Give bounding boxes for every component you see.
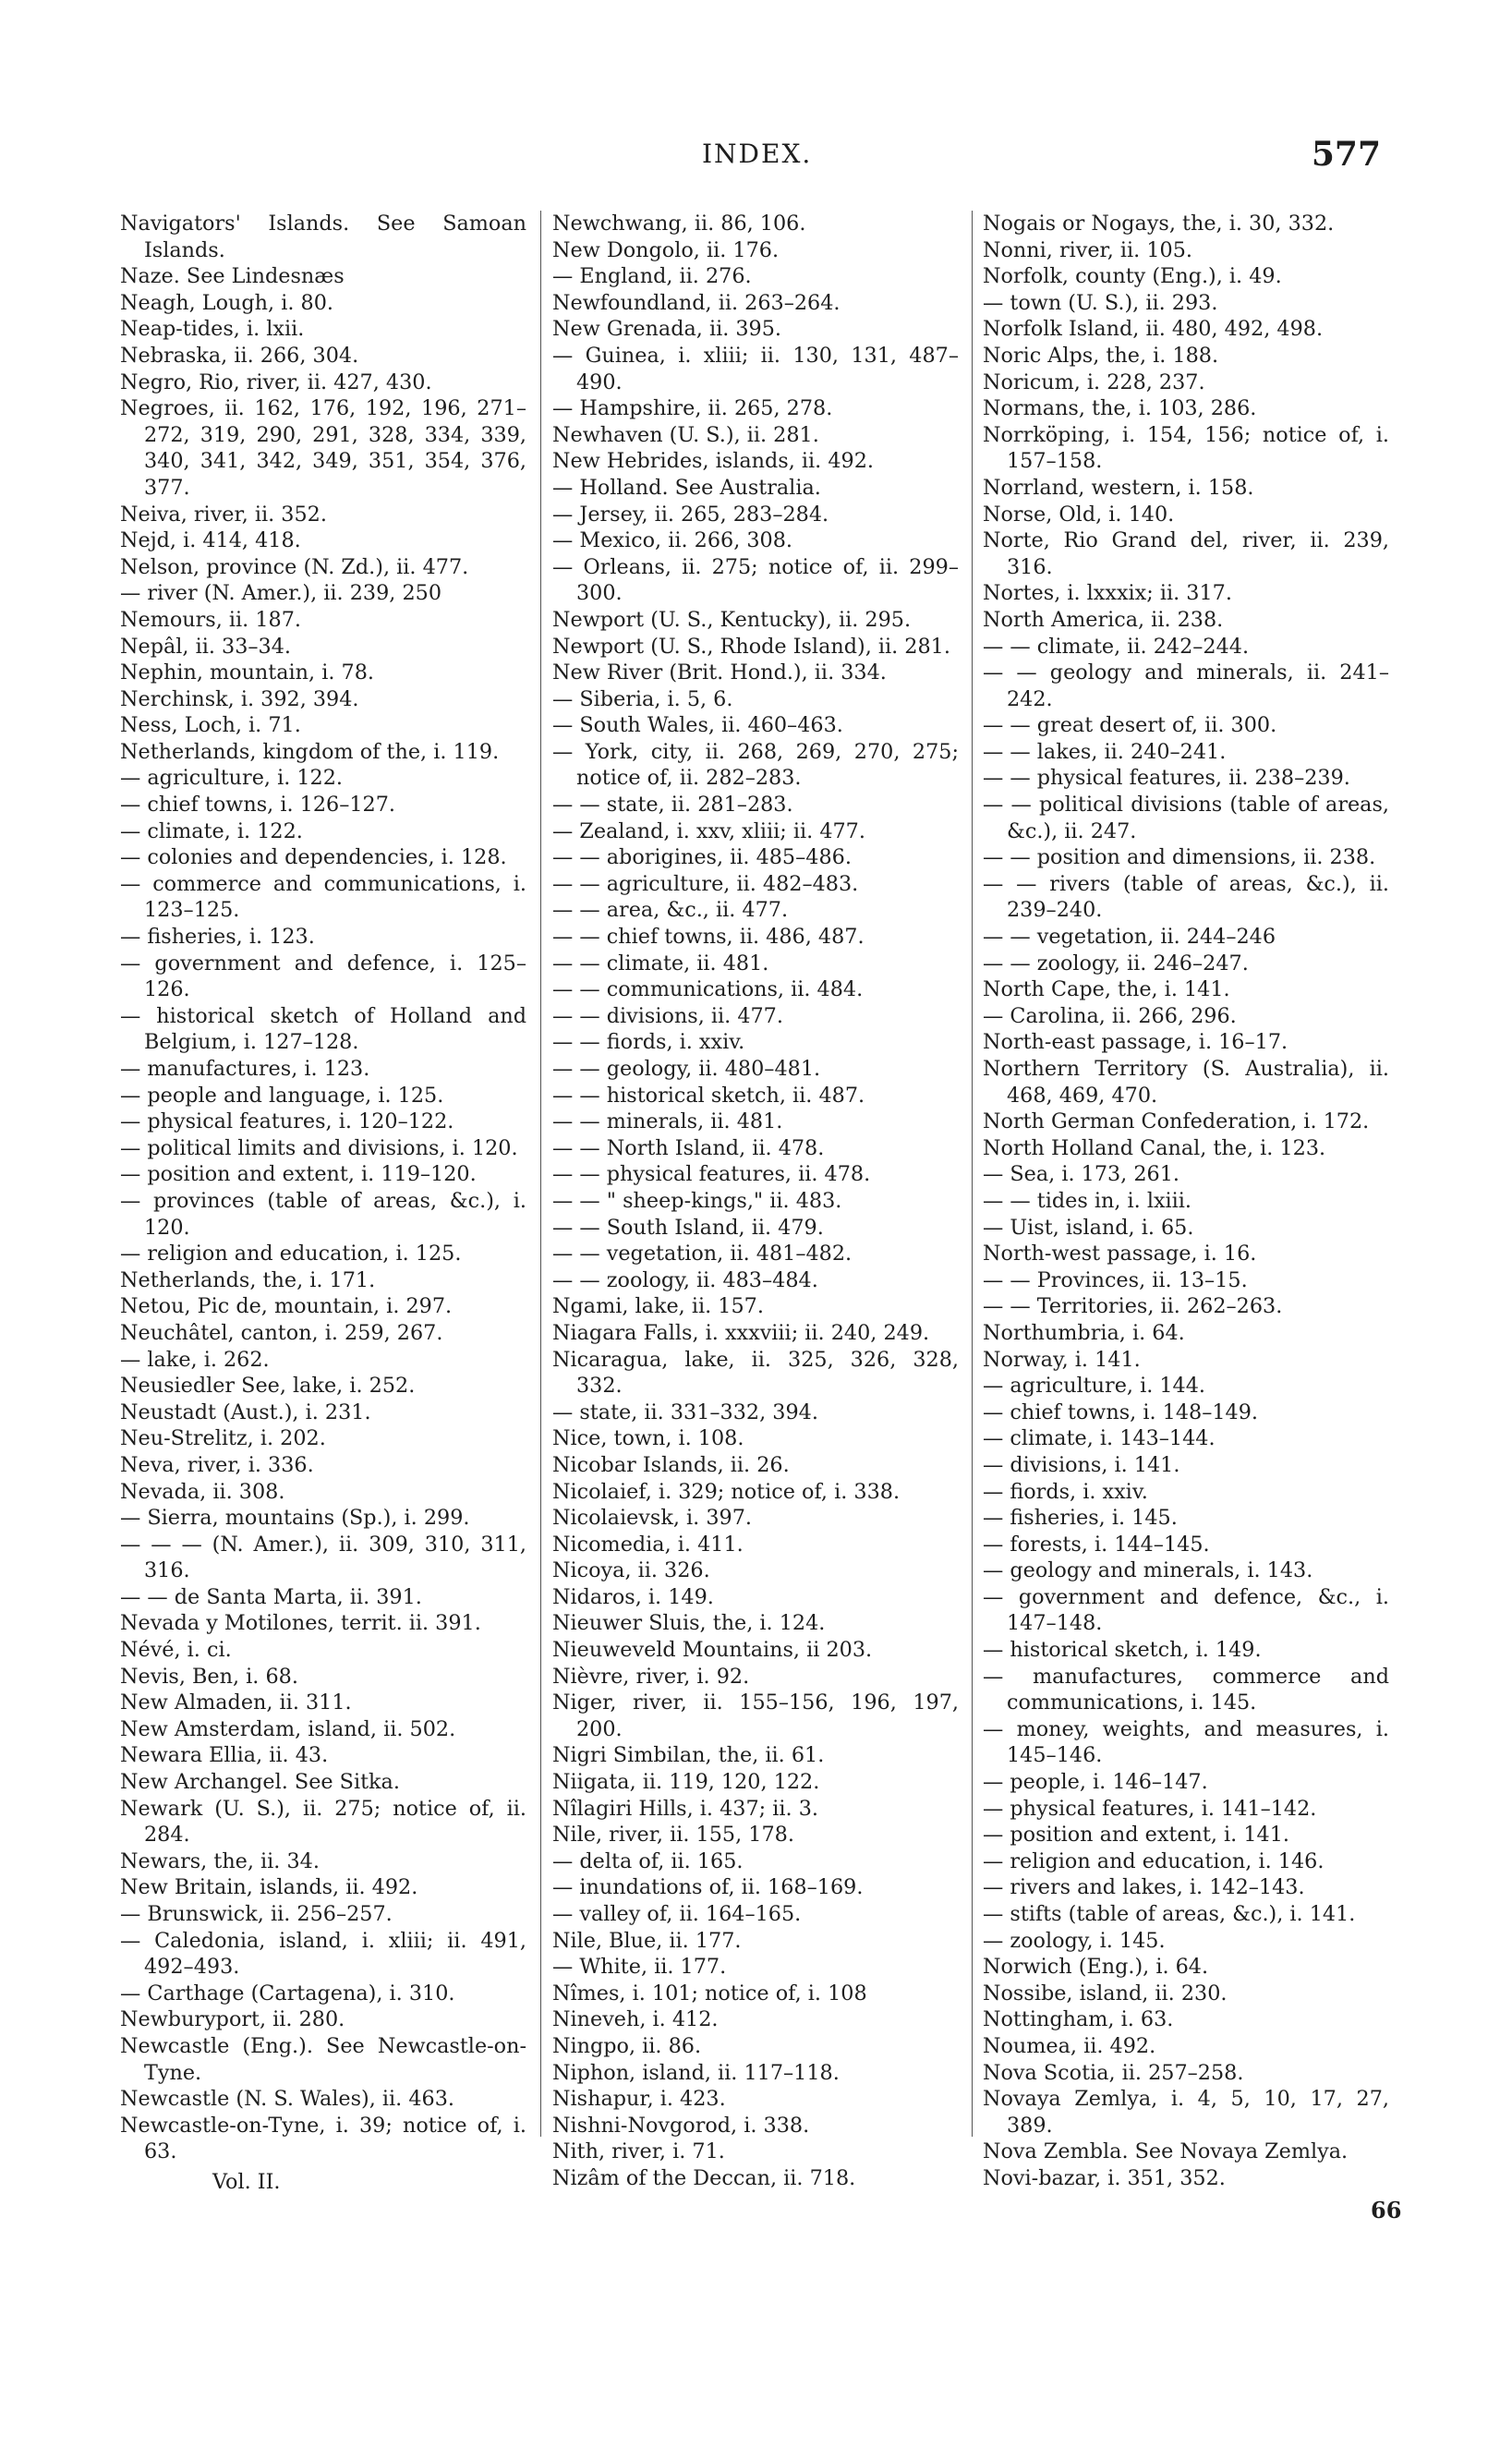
index-entry: — — rivers (table of areas, &c.), ii. 239–240. — [983, 871, 1389, 923]
index-entry: Newars, the, ii. 34. — [120, 1848, 320, 1873]
index-entry: Nejd, i. 414, 418. — [120, 528, 301, 553]
index-entry: North-west passage, i. 16. — [983, 1242, 1257, 1266]
index-entry: Nîmes, i. 101; notice of, i. 108 — [552, 1981, 867, 2006]
index-entry: New Hebrides, islands, ii. 492. — [552, 449, 874, 474]
index-entry: — — physical features, ii. 238–239. — [983, 766, 1350, 791]
index-entry: Newburyport, ii. 280. — [120, 2007, 345, 2032]
index-entry: Névé, i. ci. — [120, 1638, 232, 1663]
index-entry: Nigri Simbilan, the, ii. 61. — [552, 1743, 825, 1768]
index-entry: Neu-Strelitz, i. 202. — [120, 1426, 326, 1451]
index-entry: — — de Santa Marta, ii. 391. — [120, 1584, 422, 1609]
index-entry: Nicaragua, lake, ii. 325, 326, 328, 332. — [552, 1347, 959, 1399]
index-entry: — manufactures, i. 123. — [120, 1057, 370, 1081]
index-entry: — — climate, ii. 242–244. — [983, 634, 1250, 659]
index-entry: — historical sketch, i. 149. — [983, 1638, 1262, 1663]
index-entry: North Holland Canal, the, i. 123. — [983, 1135, 1326, 1160]
index-entry: Nicoya, ii. 326. — [552, 1558, 710, 1583]
index-entry: Northern Territory (S. Australia), ii. 468, 469, 470. — [983, 1057, 1389, 1108]
index-entry: Netherlands, the, i. 171. — [120, 1267, 376, 1292]
index-entry: Nith, river, i. 71. — [552, 2139, 725, 2164]
index-entry: — — position and dimensions, ii. 238. — [983, 845, 1376, 870]
index-entry: New River (Brit. Hond.), ii. 334. — [552, 660, 887, 685]
index-entry: — divisions, i. 141. — [983, 1452, 1180, 1477]
index-entry: Nîlagiri Hills, i. 437; ii. 3. — [552, 1796, 818, 1821]
page-title: INDEX. — [702, 139, 813, 169]
index-entry: — Carthage (Cartagena), i. 310. — [120, 1981, 455, 2006]
index-entry: Nortes, i. lxxxix; ii. 317. — [983, 581, 1232, 606]
index-entry: — river (N. Amer.), ii. 239, 250 — [120, 581, 442, 606]
index-entry: Norfolk Island, ii. 480, 492, 498. — [983, 317, 1324, 342]
index-entry: — — climate, ii. 481. — [552, 951, 769, 976]
index-entry: Neap-tides, i. lxii. — [120, 317, 305, 342]
index-entry: — — great desert of, ii. 300. — [983, 713, 1277, 738]
index-entry: — Siberia, i. 5, 6. — [552, 686, 733, 711]
index-entry: — position and extent, i. 119–120. — [120, 1162, 477, 1187]
index-entry: Ngami, lake, ii. 157. — [552, 1294, 764, 1319]
index-entry: Ness, Loch, i. 71. — [120, 713, 301, 738]
index-entry: Nottingham, i. 63. — [983, 2007, 1174, 2032]
volume-label: Vol. II. — [212, 2169, 281, 2194]
index-entry: Neusiedler See, lake, i. 252. — [120, 1374, 416, 1399]
index-entry: — lake, i. 262. — [120, 1347, 270, 1372]
index-entry: New Dongolo, ii. 176. — [552, 237, 780, 262]
index-entry: — government and defence, i. 125–126. — [120, 951, 526, 1002]
index-entry: Neagh, Lough, i. 80. — [120, 290, 333, 315]
index-entry: Nicomedia, i. 411. — [552, 1532, 744, 1557]
index-entry: Northumbria, i. 64. — [983, 1320, 1185, 1345]
index-entry: — — " sheep-kings," ii. 483. — [552, 1188, 842, 1213]
index-entry: — people, i. 146–147. — [983, 1770, 1208, 1795]
index-entry: Newcastle-on-Tyne, i. 39; notice of, i. 63. — [120, 2113, 526, 2164]
index-entry: — Brunswick, ii. 256–257. — [120, 1902, 393, 1926]
index-entry: — agriculture, i. 144. — [983, 1374, 1206, 1399]
index-entry: — provinces (table of areas, &c.), i. 120. — [120, 1188, 526, 1240]
index-entry: Neustadt (Aust.), i. 231. — [120, 1400, 371, 1424]
index-entry: — position and extent, i. 141. — [983, 1823, 1290, 1848]
index-entry: Nièvre, river, i. 92. — [552, 1664, 750, 1689]
index-entry: — White, ii. 177. — [552, 1955, 727, 1980]
index-entry: Noric Alps, the, i. 188. — [983, 343, 1219, 368]
index-entry: — inundations of, ii. 168–169. — [552, 1875, 864, 1900]
index-entry: Novi-bazar, i. 351, 352. — [983, 2165, 1226, 2190]
index-entry: Naze. See Lindesnæs — [120, 264, 345, 289]
index-column-1 — [120, 211, 526, 2196]
index-entry: — fiords, i. xxiv. — [983, 1479, 1148, 1504]
index-entry: — delta of, ii. 165. — [552, 1848, 744, 1873]
index-entry: — — zoology, ii. 483–484. — [552, 1267, 818, 1292]
index-entry: — — lakes, ii. 240–241. — [983, 739, 1227, 764]
index-entry: — Sierra, mountains (Sp.), i. 299. — [120, 1506, 470, 1531]
index-entry: — — vegetation, ii. 481–482. — [552, 1242, 853, 1266]
index-entry: — geology and minerals, i. 143. — [983, 1558, 1313, 1583]
index-entry: Nevada y Motilones, territ. ii. 391. — [120, 1611, 481, 1636]
index-entry: Nerchinsk, i. 392, 394. — [120, 686, 359, 711]
index-entry: Norrland, western, i. 158. — [983, 475, 1254, 500]
index-entry: North German Confederation, i. 172. — [983, 1109, 1370, 1134]
index-entry: — forests, i. 144–145. — [983, 1532, 1210, 1557]
index-entry: Newport (U. S., Kentucky), ii. 295. — [552, 607, 912, 632]
index-entry: — historical sketch of Holland and Belgium, i. 127–128. — [120, 1003, 526, 1055]
index-entry: — climate, i. 122. — [120, 818, 303, 843]
index-entry: Nicobar Islands, ii. 26. — [552, 1452, 790, 1477]
index-entry: — — chief towns, ii. 486, 487. — [552, 925, 865, 950]
index-entry: Newcastle (Eng.). See Newcastle-on-Tyne. — [120, 2033, 526, 2085]
index-entry: — fisheries, i. 145. — [983, 1506, 1178, 1531]
index-entry: — Jersey, ii. 265, 283–284. — [552, 502, 829, 527]
index-entry: Nizâm of the Deccan, ii. 718. — [552, 2165, 856, 2190]
index-entry: Nevada, ii. 308. — [120, 1479, 285, 1504]
index-entry: — zoology, i. 145. — [983, 1928, 1166, 1953]
index-entry: Nieuwer Sluis, the, i. 124. — [552, 1611, 826, 1636]
index-entry: — Orleans, ii. 275; notice of, ii. 299–300. — [552, 554, 959, 606]
index-entry: Newfoundland, ii. 263–264. — [552, 290, 841, 315]
index-entry: — — area, &c., ii. 477. — [552, 898, 789, 923]
index-entry: — chief towns, i. 126–127. — [120, 793, 396, 818]
index-entry: — — South Island, ii. 479. — [552, 1215, 824, 1240]
index-entry: New Archangel. See Sitka. — [120, 1770, 400, 1795]
index-entry: New Amsterdam, island, ii. 502. — [120, 1716, 456, 1741]
index-entry: Norwich (Eng.), i. 64. — [983, 1955, 1209, 1980]
index-entry: Navigators' Islands. See Samoan Islands. — [120, 212, 526, 262]
index-entry: Noricum, i. 228, 237. — [983, 370, 1205, 394]
index-entry: Nile, Blue, ii. 177. — [552, 1928, 742, 1953]
index-entry: New Almaden, ii. 311. — [120, 1691, 352, 1715]
index-entry: — agriculture, i. 122. — [120, 766, 344, 791]
index-entry: Norrköping, i. 154, 156; notice of, i. 157–158. — [983, 422, 1389, 474]
index-entry: — town (U. S.), ii. 293. — [983, 290, 1218, 315]
signature-mark: 66 — [1371, 2196, 1402, 2224]
index-entry: — — geology, ii. 480–481. — [552, 1057, 821, 1081]
index-entry: Nonni, river, ii. 105. — [983, 237, 1193, 262]
index-entry: — England, ii. 276. — [552, 264, 752, 289]
index-entry: Nova Scotia, ii. 257–258. — [983, 2060, 1244, 2085]
index-entry: Nice, town, i. 108. — [552, 1426, 744, 1451]
index-entry: Niphon, island, ii. 117–118. — [552, 2060, 840, 2085]
index-entry: Nephin, mountain, i. 78. — [120, 660, 374, 685]
column-divider — [540, 211, 541, 2137]
index-entry: Netherlands, kingdom of the, i. 119. — [120, 739, 500, 764]
index-entry: — colonies and dependencies, i. 128. — [120, 845, 507, 870]
index-entry: — — historical sketch, ii. 487. — [552, 1083, 865, 1108]
index-entry: — Hampshire, ii. 265, 278. — [552, 396, 833, 421]
index-entry: — fisheries, i. 123. — [120, 925, 315, 950]
index-entry: — climate, i. 143–144. — [983, 1426, 1216, 1451]
index-entry: — — political divisions (table of areas, &c.), ii. 247. — [983, 793, 1389, 843]
index-entry: Nicolaief, i. 329; notice of, i. 338. — [552, 1479, 901, 1504]
index-entry: — manufactures, commerce and communications, i. 145. — [983, 1664, 1389, 1715]
index-entry: Newara Ellia, ii. 43. — [120, 1743, 329, 1768]
index-entry: Neuchâtel, canton, i. 259, 267. — [120, 1320, 443, 1345]
index-entry: Neva, river, i. 336. — [120, 1452, 314, 1477]
index-entry: Nieuweveld Mountains, ii 203. — [552, 1638, 873, 1663]
index-entry: Novaya Zemlya, i. 4, 5, 10, 17, 27, 389. — [983, 2087, 1389, 2138]
index-entry: New Britain, islands, ii. 492. — [120, 1875, 418, 1900]
index-entry: — — Provinces, ii. 13–15. — [983, 1267, 1248, 1292]
index-entry: Nemours, ii. 187. — [120, 607, 301, 632]
index-entry: Newcastle (N. S. Wales), ii. 463. — [120, 2087, 454, 2112]
index-entry: Nishni-Novgorod, i. 338. — [552, 2113, 810, 2138]
index-entry: — — vegetation, ii. 244–246 — [983, 925, 1276, 950]
index-entry: — political limits and divisions, i. 120. — [120, 1135, 518, 1160]
index-entry: — Uist, island, i. 65. — [983, 1215, 1194, 1240]
index-entry: — — minerals, ii. 481. — [552, 1109, 783, 1134]
index-entry: Netou, Pic de, mountain, i. 297. — [120, 1294, 453, 1319]
index-entry: — — aborigines, ii. 485–486. — [552, 845, 852, 870]
index-column-3 — [983, 211, 1402, 2224]
index-entry: — rivers and lakes, i. 142–143. — [983, 1875, 1305, 1900]
index-entry: — physical features, i. 141–142. — [983, 1796, 1317, 1821]
index-entry: — Carolina, ii. 266, 296. — [983, 1003, 1237, 1028]
index-entry: — religion and education, i. 125. — [120, 1242, 462, 1266]
index-entry: Nevis, Ben, i. 68. — [120, 1664, 298, 1689]
index-entry: Negroes, ii. 162, 176, 192, 196, 271–272, 319, 290, 291, 328, 334, 339, 340, 341, 342, 349, 351, 354, 376, 377. — [120, 396, 526, 500]
index-entry: — chief towns, i. 148–149. — [983, 1400, 1259, 1424]
index-entry: Nineveh, i. 412. — [552, 2007, 719, 2032]
index-entry: Nidaros, i. 149. — [552, 1584, 714, 1609]
page-header — [120, 135, 1381, 176]
index-entry: North-east passage, i. 16–17. — [983, 1030, 1288, 1055]
index-entry: Noumea, ii. 492. — [983, 2033, 1156, 2058]
index-entry: — valley of, ii. 164–165. — [552, 1902, 802, 1926]
index-entry: Newhaven (U. S.), ii. 281. — [552, 422, 819, 447]
index-entry: — Sea, i. 173, 261. — [983, 1162, 1180, 1187]
index-entry: Norfolk, county (Eng.), i. 49. — [983, 264, 1282, 289]
index-entry: — stifts (table of areas, &c.), i. 141. — [983, 1902, 1356, 1926]
index-entry: Niigata, ii. 119, 120, 122. — [552, 1770, 820, 1795]
index-entry: Nebraska, ii. 266, 304. — [120, 343, 359, 368]
index-entry: Nile, river, ii. 155, 178. — [552, 1823, 794, 1848]
index-entry: Nelson, province (N. Zd.), ii. 477. — [120, 554, 469, 579]
index-entry: Nicolaievsk, i. 397. — [552, 1506, 752, 1531]
index-entry: — — Territories, ii. 262–263. — [983, 1294, 1283, 1319]
index-entry: — Caledonia, island, i. xliii; ii. 491, 492–493. — [120, 1928, 526, 1980]
index-entry: — — tides in, i. lxiii. — [983, 1188, 1192, 1213]
index-entry: — — geology and minerals, ii. 241–242. — [983, 660, 1389, 711]
index-entry: Neiva, river, ii. 352. — [120, 502, 327, 527]
index-entry: — — fiords, i. xxiv. — [552, 1030, 745, 1055]
index-entry: Niger, river, ii. 155–156, 196, 197, 200. — [552, 1691, 959, 1741]
index-entry: Norway, i. 141. — [983, 1347, 1141, 1372]
index-entry: Newport (U. S., Rhode Island), ii. 281. — [552, 634, 950, 659]
index-entry: — physical features, i. 120–122. — [120, 1109, 454, 1134]
index-entry: — commerce and communications, i. 123–125. — [120, 871, 526, 923]
index-entry: Normans, the, i. 103, 286. — [983, 396, 1257, 421]
index-entry: Nishapur, i. 423. — [552, 2087, 726, 2112]
column-divider — [972, 211, 973, 2137]
index-entry: Nova Zembla. See Novaya Zemlya. — [983, 2139, 1349, 2164]
index-entry: Nogais or Nogays, the, i. 30, 332. — [983, 212, 1335, 236]
index-entry: — — — (N. Amer.), ii. 309, 310, 311, 316. — [120, 1532, 526, 1583]
index-entry: — — divisions, ii. 477. — [552, 1003, 783, 1028]
index-entry: Negro, Rio, river, ii. 427, 430. — [120, 370, 432, 394]
index-entry: — York, city, ii. 268, 269, 270, 275; notice of, ii. 282–283. — [552, 739, 959, 791]
index-entry: Nepâl, ii. 33–34. — [120, 634, 291, 659]
index-entry: — people and language, i. 125. — [120, 1083, 444, 1108]
index-entry: North America, ii. 238. — [983, 607, 1224, 632]
index-entry: North Cape, the, i. 141. — [983, 977, 1230, 1002]
index-entry: Norte, Rio Grand del, river, ii. 239, 316. — [983, 528, 1389, 579]
index-entry: Niagara Falls, i. xxxviii; ii. 240, 249. — [552, 1320, 930, 1345]
page-number: 577 — [1311, 135, 1381, 174]
index-entry: — Mexico, ii. 266, 308. — [552, 528, 793, 553]
index-entry: — — zoology, ii. 246–247. — [983, 951, 1249, 976]
index-entry: — state, ii. 331–332, 394. — [552, 1400, 818, 1424]
index-column-2 — [552, 211, 959, 2192]
index-entry: — — state, ii. 281–283. — [552, 793, 793, 818]
index-entry: — government and defence, &c., i. 147–148. — [983, 1584, 1389, 1636]
index-entry: Norse, Old, i. 140. — [983, 502, 1175, 527]
index-entry: — — communications, ii. 484. — [552, 977, 864, 1002]
index-entry: Ningpo, ii. 86. — [552, 2033, 702, 2058]
index-entry: Newchwang, ii. 86, 106. — [552, 212, 806, 236]
index-entry: — — North Island, ii. 478. — [552, 1135, 825, 1160]
index-columns — [120, 211, 1402, 2224]
index-entry: — Guinea, i. xliii; ii. 130, 131, 487–490. — [552, 343, 959, 394]
index-entry: — money, weights, and measures, i. 145–146. — [983, 1716, 1389, 1768]
index-entry: New Grenada, ii. 395. — [552, 317, 782, 342]
index-entry: — Holland. See Australia. — [552, 475, 821, 500]
index-entry: — South Wales, ii. 460–463. — [552, 713, 843, 738]
index-entry: Newark (U. S.), ii. 275; notice of, ii. 284. — [120, 1796, 526, 1848]
index-entry: — — physical features, ii. 478. — [552, 1162, 871, 1187]
index-entry: — Zealand, i. xxv, xliii; ii. 477. — [552, 818, 865, 843]
index-entry: Nossibe, island, ii. 230. — [983, 1981, 1228, 2006]
index-entry: — — agriculture, ii. 482–483. — [552, 871, 859, 896]
index-entry: — religion and education, i. 146. — [983, 1848, 1325, 1873]
